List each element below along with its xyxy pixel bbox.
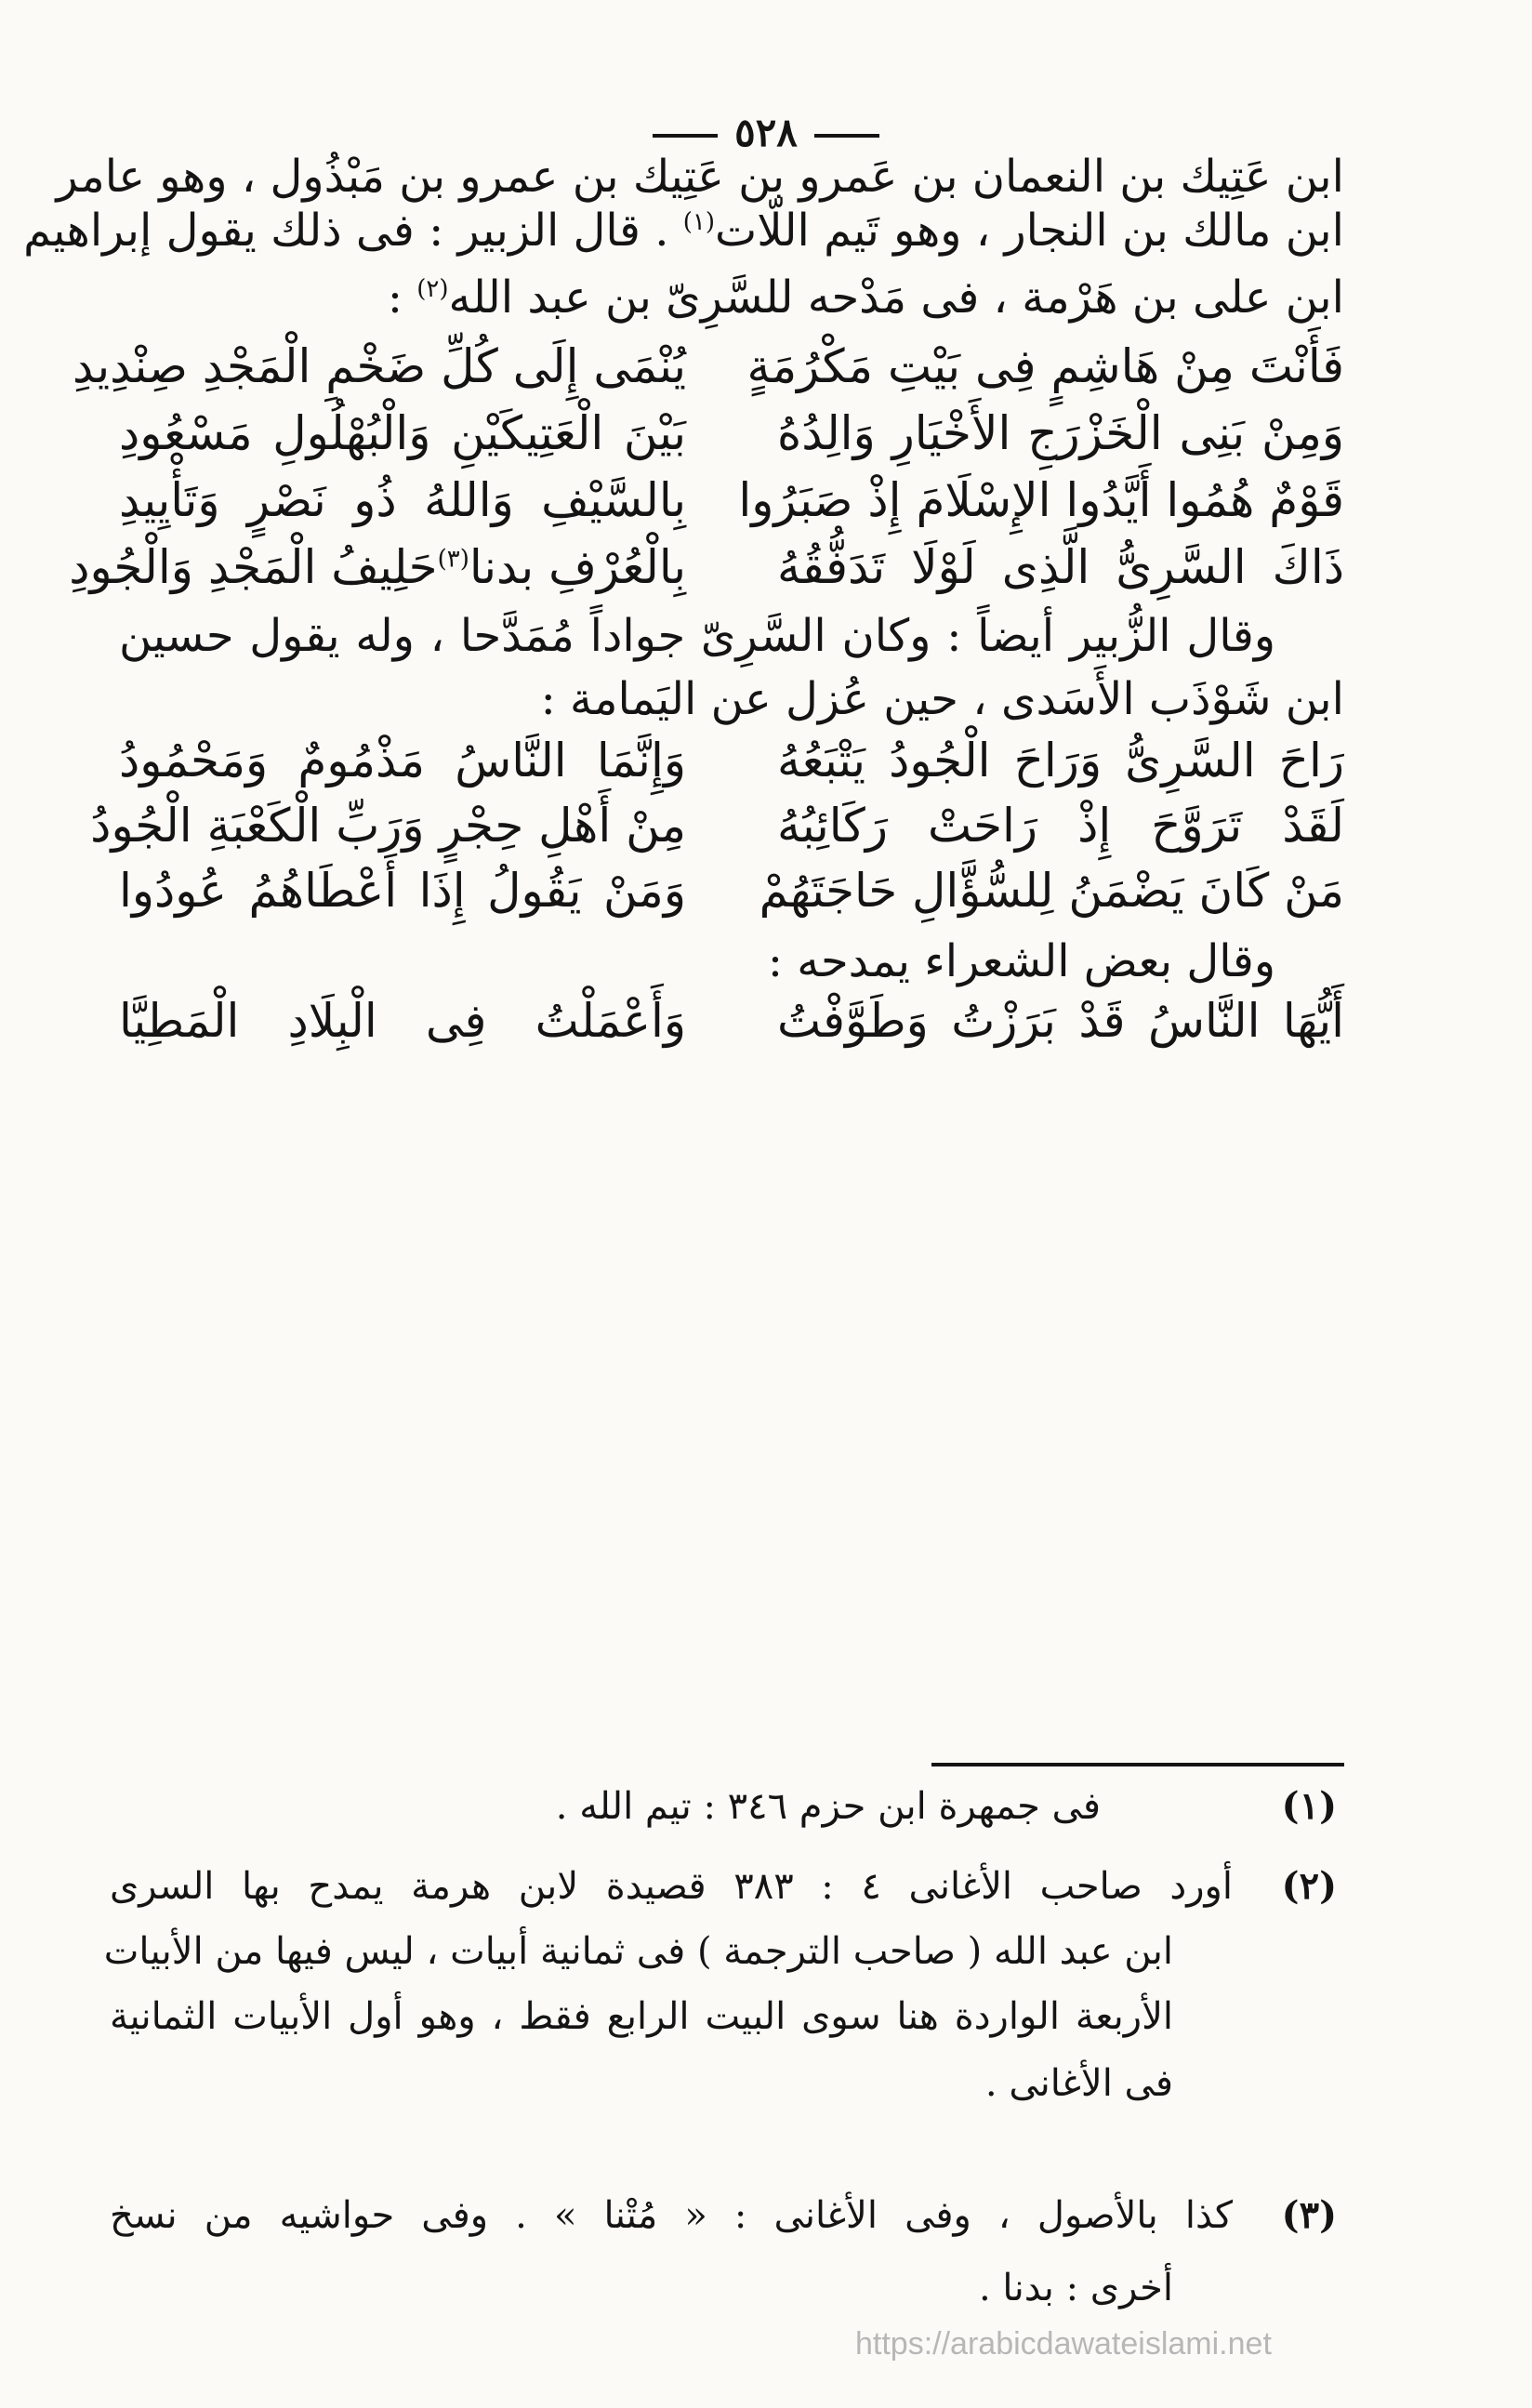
paragraph-1-line-2-text: ابن مالك بن النجار ، وهو تَيم اللّات (715, 205, 1344, 257)
paragraph-1-line-2 (23, 203, 1344, 258)
footnote-2-line-2: ابن عبد الله ( صاحب الترجمة ) فى ثمانية أبيات ، ليس فيها من الأبيات (103, 1930, 1173, 1973)
poem-1-verse-1-second-hemistich: يُنْمَى إِلَى كُلِّ ضَخْمِ الْمَجْدِ صِنْدِيدِ (72, 339, 686, 393)
poem-1-verse-4-second-hemistich (69, 537, 686, 597)
poem-3-verse-1-first-hemistich: أَيُّهَا النَّاسُ قَدْ بَرَزْتُ وَطَوَّفْتُ (777, 994, 1344, 1048)
footnote-1-number: (١) (1281, 1784, 1337, 1828)
paragraph-2-line-2: ابن شَوْذَب الأَسَدى ، حين عُزل عن اليَمامة : (540, 673, 1344, 725)
footnote-3-line-1: كذا بالأصول ، وفى الأغانى : « مُتْنا » . وفى حواشيه من نسخ (110, 2194, 1233, 2237)
poem-1-verse-2-first-hemistich: وَمِنْ بَنِى الْخَزْرَجِ الأَخْيَارِ وَالِدُهُ (777, 406, 1344, 460)
footnote-ref-3: (٣) (437, 545, 469, 574)
poem-2-verse-2-second-hemistich: مِنْ أَهْلِ حِجْرٍ وَرَبِّ الْكَعْبَةِ الْجُودُ (90, 799, 686, 853)
paragraph-3-line-1: وقال بعض الشعراء يمدحه : (767, 935, 1275, 987)
footnote-1-line-1: فى جمهرة ابن حزم ٣٤٦ : تيم الله . (555, 1785, 1101, 1828)
paragraph-1-line-3-text: ابن على بن هَرْمة ، فى مَدْحه للسَّرِىّ بن عبد الله (448, 271, 1344, 324)
poem-1-verse-3 (119, 470, 1344, 530)
poem-2-verse-1 (119, 731, 1344, 790)
footnote-2-line-1: أورد صاحب الأغانى ٤ : ٣٨٣ قصيدة لابن هرمة يمدح بها السرى (110, 1865, 1233, 1908)
page-number-right-dash (814, 134, 879, 138)
poem-1-verse-4 (69, 537, 1344, 597)
poem-3-verse-1-second-hemistich: وَأَعْمَلْتُ فِى الْبِلَادِ الْمَطِيَّا (119, 994, 686, 1048)
paragraph-1-line-2-tail: . قال الزبير : فى ذلك يقول إبراهيم (23, 205, 683, 257)
poem-1-verse-2 (119, 404, 1344, 463)
poem-2-verse-1-second-hemistich: وَإِنَّمَا النَّاسُ مَذْمُومٌ وَمَحْمُودُ (119, 734, 686, 787)
footnote-separator (931, 1763, 1344, 1766)
poem-1-verse-3-first-hemistich: قَوْمٌ هُمُوا أَيَّدُوا الإِسْلَامَ إِذْ صَبَرُوا (738, 473, 1344, 527)
poem-1-verse-1-first-hemistich: فَأَنْتَ مِنْ هَاشِمٍ فِى بَيْتِ مَكْرُمَةٍ (746, 339, 1344, 393)
page-number-text: ٥٢٨ (734, 110, 798, 155)
poem-2-verse-3 (119, 861, 1344, 920)
page-number-left-dash (653, 134, 718, 138)
paragraph-1-line-3-tail: : (387, 271, 417, 324)
paragraph-2-line-1: وقال الزُّبير أيضاً : وكان السَّرِىّ جواداً مُمَدَّحا ، وله يقول حسين (119, 610, 1275, 662)
poem-2-verse-3-second-hemistich: وَمَنْ يَقُولُ إِذَا أَعْطَاهُمُ عُودُوا (119, 864, 686, 918)
footnote-ref-2: (٢) (416, 275, 449, 303)
footnote-ref-1: (١) (682, 208, 716, 236)
poem-2-verse-3-first-hemistich: مَنْ كَانَ يَضْمَنُ لِلسُّؤَّالِ حَاجَتَهُمْ (759, 864, 1344, 918)
poem-1-verse-2-second-hemistich: بَيْنَ الْعَتِيكَيْنِ وَالْبُهْلُولِ مَسْعُودِ (119, 406, 686, 460)
footnote-3-line-2: أخرى : بدنا . (978, 2267, 1173, 2309)
poem-1-verse-4-second-text: حَلِيفُ الْمَجْدِ وَالْجُودِ (69, 540, 438, 594)
poem-2-verse-1-first-hemistich: رَاحَ السَّرِىُّ وَرَاحَ الْجُودُ يَتْبَعُهُ (777, 734, 1344, 787)
paragraph-1-line-3 (119, 270, 1344, 325)
poem-2-verse-2 (90, 796, 1344, 855)
poem-1-verse-4-second-pre: بِالْعُرْفِ بدنا (469, 540, 686, 594)
poem-2-verse-2-first-hemistich: لَقَدْ تَرَوَّحَ إِذْ رَاحَتْ رَكَائِبُهُ (777, 799, 1344, 853)
paragraph-1-line-1: ابن عَتِيك بن النعمان بن عَمرو بن عَتِيك بن عمرو بن مَبْذُول ، وهو عامر (56, 151, 1344, 203)
poem-3-verse-1 (119, 991, 1344, 1051)
footnote-2-line-3: الأربعة الواردة هنا سوى البيت الرابع فقط ، وهو أول الأبيات الثمانية (110, 1995, 1173, 2038)
footnote-3-number: (٣) (1281, 2193, 1337, 2237)
footnote-2-line-4: فى الأغانى . (984, 2062, 1173, 2105)
poem-1-verse-3-second-hemistich: بِالسَّيْفِ وَاللهُ ذُو نَصْرٍ وَتَأْيِيدِ (119, 473, 686, 527)
watermark-url: https://arabicdawateislami.net (855, 2326, 1272, 2362)
footnote-2-number: (٢) (1281, 1864, 1337, 1908)
poem-1-verse-1 (72, 337, 1344, 396)
poem-1-verse-4-first-hemistich: ذَاكَ السَّرِىُّ الَّذِى لَوْلَا تَدَفُّقُهُ (777, 540, 1344, 594)
